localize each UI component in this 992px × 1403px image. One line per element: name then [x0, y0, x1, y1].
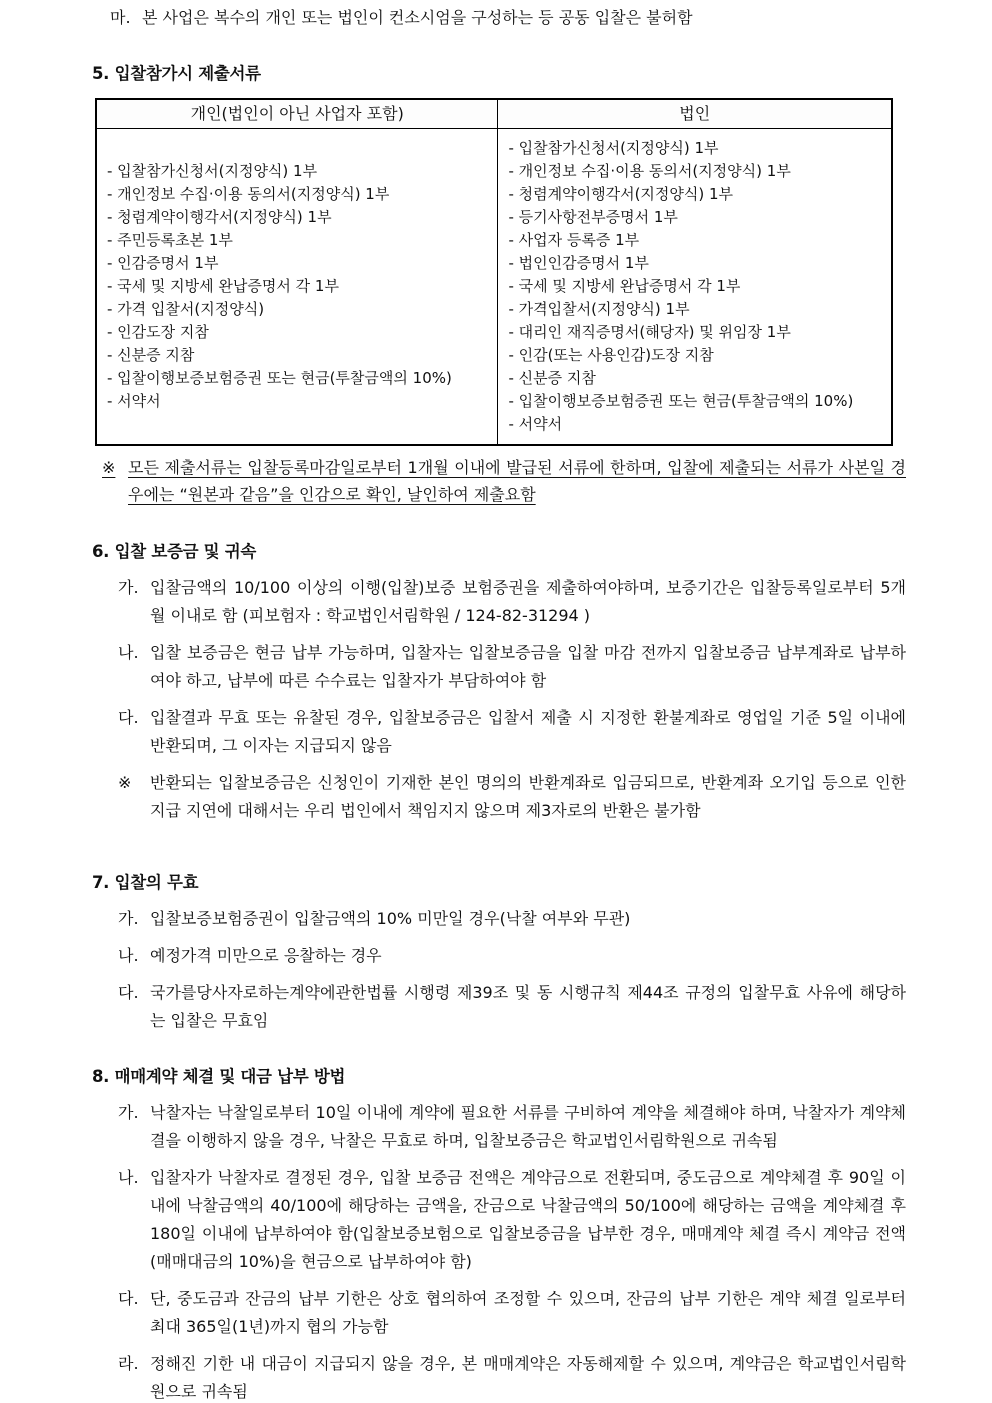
corporate-doc-item: - 서약서 [508, 415, 563, 433]
section6-item-note [118, 769, 906, 825]
section6-item-na [118, 639, 906, 695]
individual-documents-cell [96, 129, 498, 446]
item-text: 반환되는 입찰보증금은 신청인이 기재한 본인 명의의 반환계좌로 입금되므로, 반환계좌 오기입 등으로 인한 지급 지연에 대해서는 우리 법인에서 책임지지 않으며 제3자로의 반환은 불가함 [150, 773, 906, 820]
item-text: 단, 중도금과 잔금의 납부 기한은 상호 협의하여 조정할 수 있으며, 잔금의 납부 기한은 계약 체결 일로부터 최대 365일(1년)까지 협의 가능함 [150, 1289, 906, 1336]
individual-doc-item: - 주민등록초본 1부 [107, 231, 233, 249]
item-text: 예정가격 미만으로 응찰하는 경우 [150, 946, 382, 965]
section-6 [90, 540, 906, 825]
section-7 [90, 871, 906, 1035]
section8-title: 8. 매매계약 체결 및 대금 납부 방법 [92, 1067, 346, 1086]
item-text: 입찰보증보험증권이 입찰금액의 10% 미만일 경우(낙찰 여부와 무관) [150, 909, 631, 928]
submission-documents-table [95, 98, 893, 446]
section5-title: 5. 입찰참가시 제출서류 [92, 64, 261, 83]
note-marker: ※ [118, 773, 132, 792]
section7-item-na [118, 942, 906, 970]
section7-item-da [118, 979, 906, 1035]
corporate-doc-item: - 국세 및 지방세 완납증명서 각 1부 [508, 277, 741, 295]
individual-doc-item: - 청렴계약이행각서(지정양식) 1부 [107, 208, 332, 226]
item-text: 입찰결과 무효 또는 유찰된 경우, 입찰보증금은 입찰서 제출 시 지정한 환불계좌로 영업일 기준 5일 이내에 반환되며, 그 이자는 지급되지 않음 [150, 708, 906, 755]
individual-doc-item: - 국세 및 지방세 완납증명서 각 1부 [107, 277, 339, 295]
intro-item-label: 마. [110, 8, 131, 27]
corporate-doc-item: - 법인인감증명서 1부 [508, 254, 649, 272]
item-label: 다. [118, 983, 139, 1002]
section8-item-da [118, 1285, 906, 1341]
individual-doc-item: - 입찰참가신청서(지정양식) 1부 [107, 162, 318, 180]
section8-item-ra [118, 1350, 906, 1403]
item-label: 가. [118, 578, 139, 597]
footnote-marker: ※ [102, 458, 116, 477]
corporate-doc-item: - 등기사항전부증명서 1부 [508, 208, 678, 226]
section-8 [90, 1065, 906, 1403]
corporate-doc-item: - 청렴계약이행각서(지정양식) 1부 [508, 185, 734, 203]
item-text: 낙찰자는 낙찰일로부터 10일 이내에 계약에 필요한 서류를 구비하여 계약을 체결해야 하며, 낙찰자가 계약체결을 이행하지 않을 경우, 낙찰은 무효로 하며, 입찰보증금은 학교법인서림학원으로 귀속됨 [150, 1103, 906, 1150]
individual-doc-item: - 인감도장 지참 [107, 323, 209, 341]
corporate-doc-item: - 대리인 재직증명서(해당자) 및 위임장 1부 [508, 323, 791, 341]
item-label: 가. [118, 1103, 139, 1122]
footnote-text: 모든 제출서류는 입찰등록마감일로부터 1개월 이내에 발급된 서류에 한하며, 입찰에 제출되는 서류가 사본일 경우에는 “원본과 같음”을 인감으로 확인, 날인하여 제출요함 [128, 458, 906, 504]
corporate-doc-item: - 입찰이행보증보험증권 또는 현금(투찰금액의 10%) [508, 392, 854, 410]
individual-doc-item: - 신분증 지참 [107, 346, 195, 364]
section7-item-ga [118, 905, 906, 933]
item-text: 국가를당사자로하는계약에관한법률 시행령 제39조 및 동 시행규칙 제44조 규정의 입찰무효 사유에 해당하는 입찰은 무효임 [150, 983, 906, 1030]
section8-item-ga [118, 1099, 906, 1155]
individual-doc-item: - 입찰이행보증보험증권 또는 현금(투찰금액의 10%) [107, 369, 452, 387]
corporate-doc-item: - 개인정보 수집·이용 동의서(지정양식) 1부 [508, 162, 791, 180]
table-header-individual: 개인(법인이 아닌 사업자 포함) [96, 99, 498, 129]
corporate-doc-item: - 사업자 등록증 1부 [508, 231, 640, 249]
table-body-row [96, 129, 892, 446]
item-label: 라. [118, 1354, 139, 1373]
item-text: 정해진 기한 내 대금이 지급되지 않을 경우, 본 매매계약은 자동해제할 수 있으며, 계약금은 학교법인서림학원으로 귀속됨 [150, 1354, 906, 1401]
individual-doc-item: - 가격 입찰서(지정양식) [107, 300, 265, 318]
section-5 [90, 62, 906, 508]
section6-item-ga [118, 574, 906, 630]
corporate-doc-item: - 신분증 지참 [508, 369, 596, 387]
section8-item-na [118, 1164, 906, 1276]
item-label: 가. [118, 909, 139, 928]
corporate-doc-item: - 입찰참가신청서(지정양식) 1부 [508, 139, 719, 157]
section6-title: 6. 입찰 보증금 및 귀속 [92, 542, 257, 561]
item-label: 나. [118, 946, 139, 965]
table-header-row [96, 99, 892, 129]
intro-item [110, 4, 906, 32]
item-label: 다. [118, 708, 139, 727]
section6-item-da [118, 704, 906, 760]
item-label: 다. [118, 1289, 139, 1308]
table-footnote [102, 454, 906, 508]
item-text: 입찰 보증금은 현금 납부 가능하며, 입찰자는 입찰보증금을 입찰 마감 전까지 입찰보증금 납부계좌로 납부하여야 하고, 납부에 따른 수수료는 입찰자가 부담하여야 함 [150, 643, 906, 690]
table-header-corporate: 법인 [498, 99, 892, 129]
item-text: 입찰자가 낙찰자로 결정된 경우, 입찰 보증금 전액은 계약금으로 전환되며, 중도금으로 계약체결 후 90일 이내에 낙찰금액의 40/100에 해당하는 금액을, 잔금으로 낙찰금액의 50/100에 해당하는 금액을 계약체결 후 180일 이내에 납부하여야 함(입찰보증보험으로 입찰보증금을 납부한 경우, 매매계약 체결 즉시 계약금 전액(매매대금의 10%)을 현금으로 납부하여야 함) [150, 1168, 906, 1271]
section7-title: 7. 입찰의 무효 [92, 873, 199, 892]
item-label: 나. [118, 1168, 139, 1187]
individual-doc-item: - 인감증명서 1부 [107, 254, 219, 272]
individual-doc-item: - 개인정보 수집·이용 동의서(지정양식) 1부 [107, 185, 390, 203]
item-text: 입찰금액의 10/100 이상의 이행(입찰)보증 보험증권을 제출하여야하며, 보증기간은 입찰등록일로부터 5개월 이내로 함 (피보험자 : 학교법인서림학원 / 124-82-31294 ) [150, 578, 906, 625]
intro-item-text: 본 사업은 복수의 개인 또는 법인이 컨소시엄을 구성하는 등 공동 입찰은 불허함 [142, 8, 693, 27]
corporate-doc-item: - 가격입찰서(지정양식) 1부 [508, 300, 690, 318]
individual-doc-item: - 서약서 [107, 392, 161, 410]
corporate-doc-item: - 인감(또는 사용인감)도장 지참 [508, 346, 714, 364]
item-label: 나. [118, 643, 139, 662]
corporate-documents-cell [498, 129, 892, 446]
